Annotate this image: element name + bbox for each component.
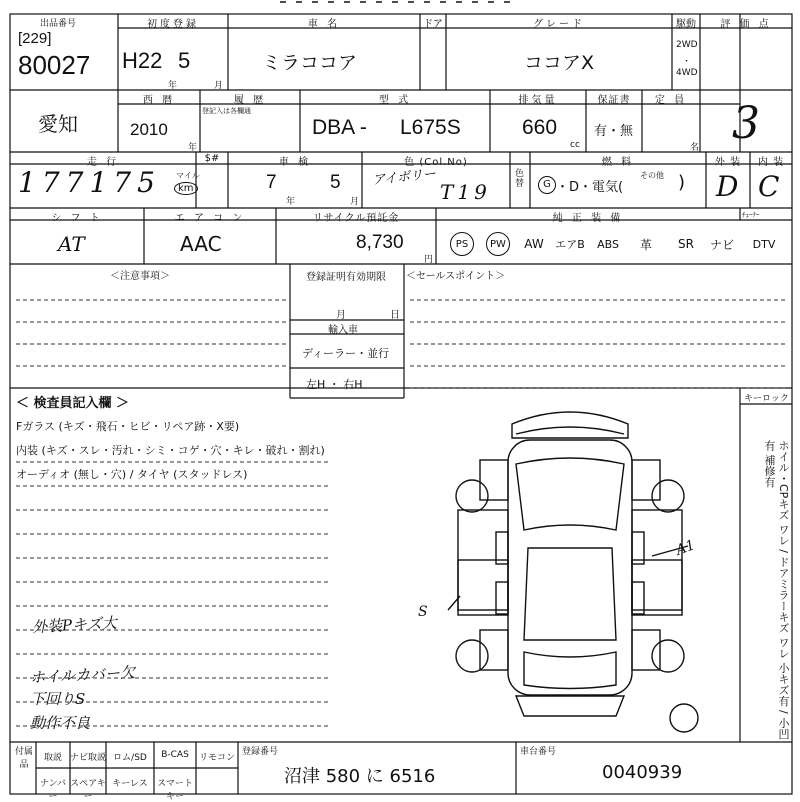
handwritten-note-2: ホイルカバー欠 <box>29 663 136 687</box>
accessory-label: 付属品 <box>14 747 33 770</box>
dealer-parallel: ディーラー・並行 <box>302 347 390 360</box>
expiry-day: 日 <box>390 310 400 321</box>
shift: AT <box>58 232 85 256</box>
fuel-g: G <box>538 176 556 194</box>
int-label: 内 装 <box>757 157 785 168</box>
equipment-label: DTV <box>752 237 776 251</box>
model-code: L675S <box>400 116 461 139</box>
accessory-item: スペアキー <box>70 779 106 802</box>
handwritten-note-1: 外装Pキズ大 <box>31 613 118 637</box>
si-label: $# <box>204 153 220 164</box>
equipment-1 <box>442 230 482 258</box>
mileage: 177175 <box>18 166 161 199</box>
drive-dot: ・ <box>682 57 692 67</box>
equipment-6 <box>626 230 666 258</box>
chassis-number: 0040939 <box>602 762 683 783</box>
ac: AAC <box>180 232 222 256</box>
unit-year: 年 <box>168 81 178 91</box>
score-label: 評 価 点 <box>720 19 772 30</box>
equipment-label: 革 <box>639 237 652 252</box>
recycle-fee: 8,730 <box>356 232 404 253</box>
equipment-label: エアB <box>555 238 585 251</box>
color-label: 色 (Col.No) <box>404 157 468 168</box>
lot-label: 出品番号 <box>40 19 77 29</box>
cc-unit: cc <box>570 140 580 150</box>
drive-4wd: 4WD <box>676 68 698 78</box>
capacity-label: 定 員 <box>654 95 688 106</box>
color-code: T19 <box>440 180 491 204</box>
ext-score: D <box>716 170 739 203</box>
year-unit: 年 <box>188 143 198 153</box>
year-label: 西 暦 <box>142 95 176 106</box>
yen-unit: 円 <box>424 255 434 265</box>
model-label: 型 式 <box>378 95 412 106</box>
fuel-other: その他 <box>640 171 664 180</box>
history-label: 履 歴 <box>233 95 267 106</box>
import-label: 輸入車 <box>328 325 358 336</box>
diagram-mark-s: S <box>418 604 428 620</box>
caution-label: ＜注意事項＞ <box>110 271 170 282</box>
accessory-item: スマートキー <box>157 779 193 802</box>
ac-label: エ ア コ ン <box>174 213 246 224</box>
capacity-unit: 名 <box>690 143 700 153</box>
inspection-label: 車 検 <box>278 157 312 168</box>
warranty-label: 保証書 <box>597 95 631 106</box>
tuner-label: ﾁｭｰﾅｰ <box>742 211 760 219</box>
diagram-mark-a1: A1 <box>673 537 698 559</box>
accessory-item: B-CAS <box>161 750 189 760</box>
lot-number: 80027 <box>18 50 91 80</box>
accessory-item: ナビ取説 <box>70 753 107 763</box>
grade-label: グレード <box>533 19 585 30</box>
mileage-label: 走 行 <box>86 157 120 168</box>
reg-expiry-label: 登録証明有効期限 <box>306 272 386 283</box>
damage-legend: ホイル・CPキズ ワレ / ドアミラーキズ ワレ 小キズ有 / 小凹有 補修有 <box>763 440 790 740</box>
inspector-title: ＜ 検査員記入欄 ＞ <box>16 396 130 411</box>
color-change-label: 色替 <box>513 168 523 188</box>
insp-month-unit: 月 <box>350 197 360 207</box>
history-note: 登記入は各欄通 <box>202 107 251 115</box>
equipment-label: ABS <box>597 237 619 251</box>
region: 愛知 <box>38 112 78 136</box>
plate-label: 登録番号 <box>242 747 279 757</box>
insp-year-unit: 年 <box>286 197 296 207</box>
equipment-label: ナビ <box>709 237 734 252</box>
keylock-label: キーロック <box>744 394 789 404</box>
fuel-label: 燃 料 <box>601 157 635 168</box>
equipment-9 <box>744 230 784 258</box>
car-diagram <box>420 400 720 740</box>
accessory-item: 取説 <box>43 753 62 763</box>
equipment-4 <box>550 230 590 258</box>
reg-month: 5 <box>178 48 191 73</box>
mile-unit: マイル <box>176 171 200 180</box>
int-score: C <box>758 170 780 203</box>
accessory-item: ナンバー <box>40 779 66 802</box>
recycle-label: リサイクル預託金 <box>312 213 400 224</box>
accessory-item: キーレス <box>112 779 148 789</box>
shift-label: シ フ ト <box>51 213 103 224</box>
fuel-rest: ・D・電気( <box>556 180 624 195</box>
audio-tire-line: オーディオ (無し・穴) / タイヤ (スタッドレス) <box>16 468 248 481</box>
accessory-item: リモコン <box>198 753 235 763</box>
equipment-2 <box>478 230 518 258</box>
overall-score: 3 <box>732 98 760 149</box>
handwritten-note-3: 下回りS <box>30 690 86 708</box>
color-name: アイボリー <box>371 166 437 189</box>
ext-label: 外 装 <box>714 157 742 168</box>
equip-label: 純 正 装 備 <box>552 213 624 224</box>
chassis-label: 車台番号 <box>520 747 557 757</box>
fuel-close: ) <box>678 172 686 193</box>
model-prefix: DBA - <box>312 116 367 139</box>
disp-label: 排気量 <box>518 95 558 106</box>
equipment-label: PS <box>450 232 474 256</box>
equipment-7 <box>666 230 706 258</box>
grade: ココアX <box>524 52 595 74</box>
reg-label: 初度登録 <box>147 19 199 30</box>
equipment-label: AW <box>524 237 544 251</box>
handwritten-note-4: 動作不良 <box>30 714 91 732</box>
equipment-label: SR <box>678 237 694 251</box>
inspection-month: 5 <box>330 172 341 193</box>
accessory-item: ロム/SD <box>113 753 147 763</box>
year: 2010 <box>130 120 168 139</box>
windshield-line: Fガラス (キズ・飛石・ヒビ・リペア跡・X要) <box>16 420 240 433</box>
plate-number: 沼津 580 に 6516 <box>284 766 436 787</box>
equipment-8 <box>702 230 742 258</box>
handle-side: 左H ・ 右H <box>306 378 363 391</box>
displacement: 660 <box>522 116 558 139</box>
drive-label: 駆動 <box>676 19 696 30</box>
km-unit: km <box>174 182 198 195</box>
warranty-value: 有・無 <box>594 124 634 139</box>
unit-month: 月 <box>214 81 224 91</box>
expiry-month: 月 <box>336 310 346 321</box>
car-label: 車 名 <box>307 19 341 30</box>
lot-box: [229] <box>18 30 52 47</box>
equipment-5 <box>588 230 628 258</box>
door-label: ドア <box>423 19 443 30</box>
equipment-3 <box>514 230 554 258</box>
reg-era-year: H22 <box>122 48 163 73</box>
sales-label: ＜セールスポイント＞ <box>406 271 506 282</box>
car-name: ミラココア <box>262 52 358 74</box>
drive-2wd: 2WD <box>676 40 698 50</box>
inspection-year: 7 <box>266 172 277 193</box>
equipment-label: PW <box>486 232 510 256</box>
interior-line: 内装 (キズ・スレ・汚れ・シミ・コゲ・穴・キレ・破れ・割れ) <box>16 444 325 457</box>
